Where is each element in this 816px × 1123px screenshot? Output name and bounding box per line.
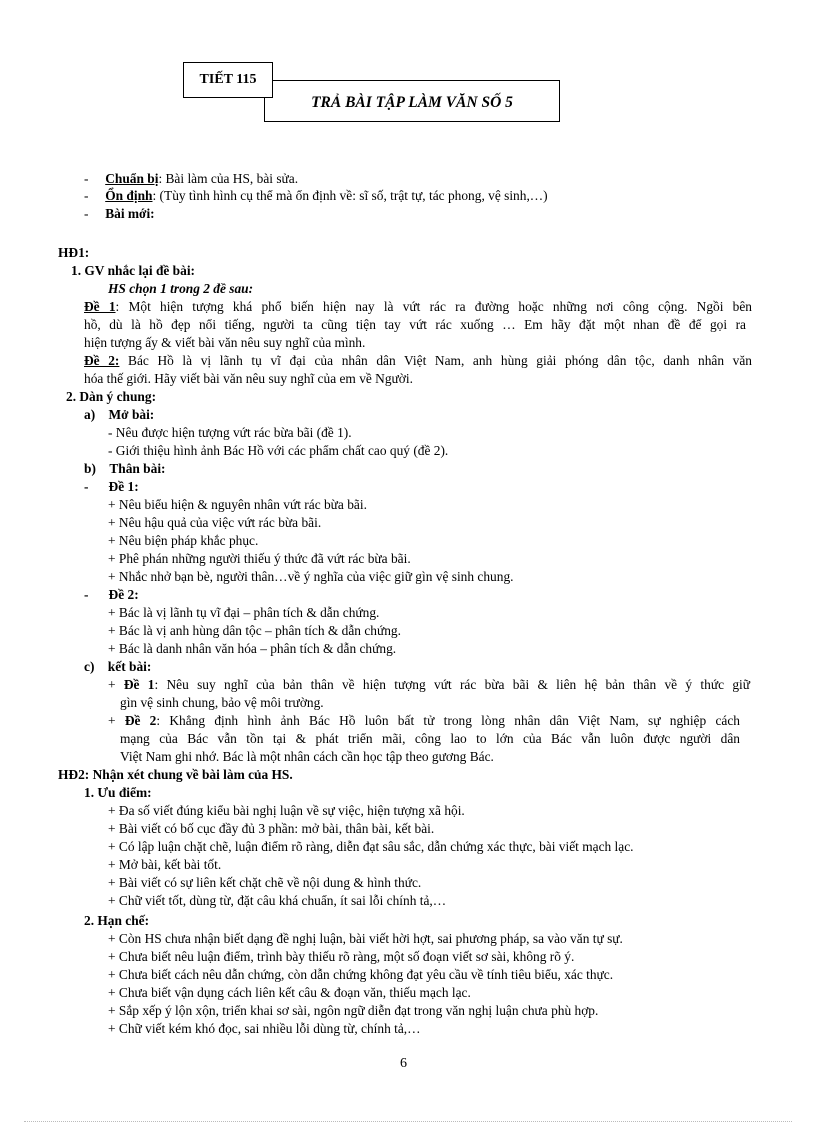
page-number: 6 bbox=[400, 1056, 407, 1071]
hd2-limitations-heading: 2. Hạn chế: bbox=[84, 913, 150, 928]
outline-b-heading: b) Thân bài: bbox=[84, 461, 166, 476]
outline-c-heading: c) kết bài: bbox=[84, 659, 152, 674]
outline-b-topic-1-item-5: + Nhắc nhở bạn bè, người thân…về ý nghĩa của việc giữ gìn vệ sinh chung. bbox=[108, 569, 514, 584]
strength-item-6: + Chữ viết tốt, dùng từ, đặt câu khá chuẩn, ít sai lỗi chính tả,… bbox=[108, 893, 447, 908]
topic-1-line-2: hồ, dù là hồ đẹp nổi tiếng, người ta cũng tiện tay vứt rác xuống … Em hãy đặt một nhan đề để gọi ra bbox=[84, 317, 746, 332]
prep-item-1: - Chuẩn bị: Bài làm của HS, bài sửa. bbox=[84, 171, 299, 186]
strength-item-4: + Mở bài, kết bài tốt. bbox=[108, 857, 222, 872]
outline-b-topic-1-item-3: + Nêu biện pháp khắc phục. bbox=[108, 533, 259, 548]
outline-b-topic-2-item-1: + Bác là vị lãnh tụ vĩ đại – phân tích & dẫn chứng. bbox=[108, 605, 380, 620]
choose-topic-note: HS chọn 1 trong 2 đề sau: bbox=[108, 281, 254, 296]
outline-c-topic-1-line-1: + Đề 1: Nêu suy nghĩ của bản thân về hiện tượng vứt rác bừa bãi & liên hệ bản thân về ý thức giữ bbox=[108, 677, 750, 692]
strength-item-5: + Bài viết có sự liên kết chặt chẽ về nội dung & hình thức. bbox=[108, 875, 422, 890]
limitation-item-1: + Còn HS chưa nhận biết dạng đề nghị luận, bài viết hời hợt, sai phương pháp, sa vào văn tự sự. bbox=[108, 931, 623, 946]
outline-b-topic-2-item-2: + Bác là vị anh hùng dân tộc – phân tích & dẫn chứng. bbox=[108, 623, 401, 638]
limitation-item-4: + Chưa biết vận dụng cách liên kết câu & đoạn văn, thiếu mạch lạc. bbox=[108, 985, 471, 1000]
lesson-number-box: TIẾT 115 bbox=[183, 62, 273, 98]
hd2-heading: HĐ2: Nhận xét chung về bài làm của HS. bbox=[58, 767, 293, 782]
limitation-item-2: + Chưa biết nêu luận điểm, trình bày thiếu rõ ràng, một số đoạn viết sơ sài, không rõ ý. bbox=[108, 949, 575, 964]
strength-item-1: + Đa số viết đúng kiểu bài nghị luận về sự việc, hiện tượng xã hội. bbox=[108, 803, 465, 818]
topic-1-line-3: hiện tượng ấy & viết bài văn nêu suy nghĩ của mình. bbox=[84, 335, 366, 350]
prep-item-3: - Bài mới: bbox=[84, 206, 155, 221]
outline-a-item-2: - Giới thiệu hình ảnh Bác Hồ với các phẩm chất cao quý (đề 2). bbox=[108, 443, 449, 458]
page-bottom-rule bbox=[24, 1121, 792, 1122]
hd2-strengths-heading: 1. Ưu điểm: bbox=[84, 785, 152, 800]
outline-c-topic-2-line-2: mạng của Bác vẫn tồn tại & phát triển mãi, công lao to lớn của Bác vẫn luôn được người dân bbox=[120, 731, 740, 746]
outline-b-topic-1-item-2: + Nêu hậu quả của việc vứt rác bừa bãi. bbox=[108, 515, 322, 530]
outline-a-heading: a) Mở bài: bbox=[84, 407, 155, 422]
outline-b-topic-1-item-4: + Phê phán những người thiếu ý thức đã vứt rác bừa bãi. bbox=[108, 551, 411, 566]
outline-a-item-1: - Nêu được hiện tượng vứt rác bừa bãi (đề 1). bbox=[108, 425, 352, 440]
lesson-title: TRẢ BÀI TẬP LÀM VĂN SỐ 5 bbox=[311, 94, 513, 111]
prep-item-2: - Ổn định: (Tùy tình hình cụ thể mà ổn định về: sĩ số, trật tự, tác phong, vệ sinh,…) bbox=[84, 188, 548, 203]
hd1-section-2-heading: 2. Dàn ý chung: bbox=[66, 389, 157, 404]
limitation-item-5: + Sắp xếp ý lộn xộn, triển khai sơ sài, ngôn ngữ diễn đạt trong văn nghị luận chưa phù hợp. bbox=[108, 1003, 599, 1018]
strength-item-2: + Bài viết có bố cục đầy đủ 3 phần: mở bài, thân bài, kết bài. bbox=[108, 821, 435, 836]
hd1-heading: HĐ1: bbox=[58, 245, 90, 260]
strength-item-3: + Có lập luận chặt chẽ, luận điểm rõ ràng, diễn đạt sâu sắc, dẫn chứng xác thực, bài viết mạch lạc. bbox=[108, 839, 634, 854]
outline-b-topic-2: - Đề 2: bbox=[84, 587, 139, 602]
topic-1-line-1: Đề 1: Một hiện tượng khá phổ biến hiện nay là vứt rác ra đường hoặc những nơi công cộng. Ngồi bên bbox=[84, 299, 752, 314]
limitation-item-3: + Chưa biết cách nêu dẫn chứng, còn dẫn chứng không đạt yêu cầu về tính tiêu biểu, xác thực. bbox=[108, 967, 614, 982]
outline-b-topic-2-item-3: + Bác là danh nhân văn hóa – phân tích & dẫn chứng. bbox=[108, 641, 397, 656]
topic-2-line-2: hóa thế giới. Hãy viết bài văn nêu suy nghĩ của em về Người. bbox=[84, 371, 413, 386]
hd1-section-1-heading: 1. GV nhắc lại đề bài: bbox=[71, 263, 196, 278]
outline-b-topic-1: - Đề 1: bbox=[84, 479, 139, 494]
lesson-title-box bbox=[264, 80, 560, 122]
outline-c-topic-2-line-3: Việt Nam ghi nhớ. Bác là một nhân cách cần học tập theo gương Bác. bbox=[120, 749, 494, 764]
limitation-item-6: + Chữ viết kém khó đọc, sai nhiều lỗi dùng từ, chính tả,… bbox=[108, 1021, 421, 1036]
topic-2-line-1: Đề 2: Bác Hồ là vị lãnh tụ vĩ đại của nhân dân Việt Nam, anh hùng giải phóng dân tộc, danh nhân văn bbox=[84, 353, 752, 368]
outline-c-topic-2-line-1: + Đề 2: Khẳng định hình ảnh Bác Hồ luôn bất tử trong lòng nhân dân Việt Nam, sự nghiệp cách bbox=[108, 713, 740, 728]
outline-b-topic-1-item-1: + Nêu biểu hiện & nguyên nhân vứt rác bừa bãi. bbox=[108, 497, 367, 512]
outline-c-topic-1-line-2: gìn vệ sinh chung, bảo vệ môi trường. bbox=[120, 695, 324, 710]
